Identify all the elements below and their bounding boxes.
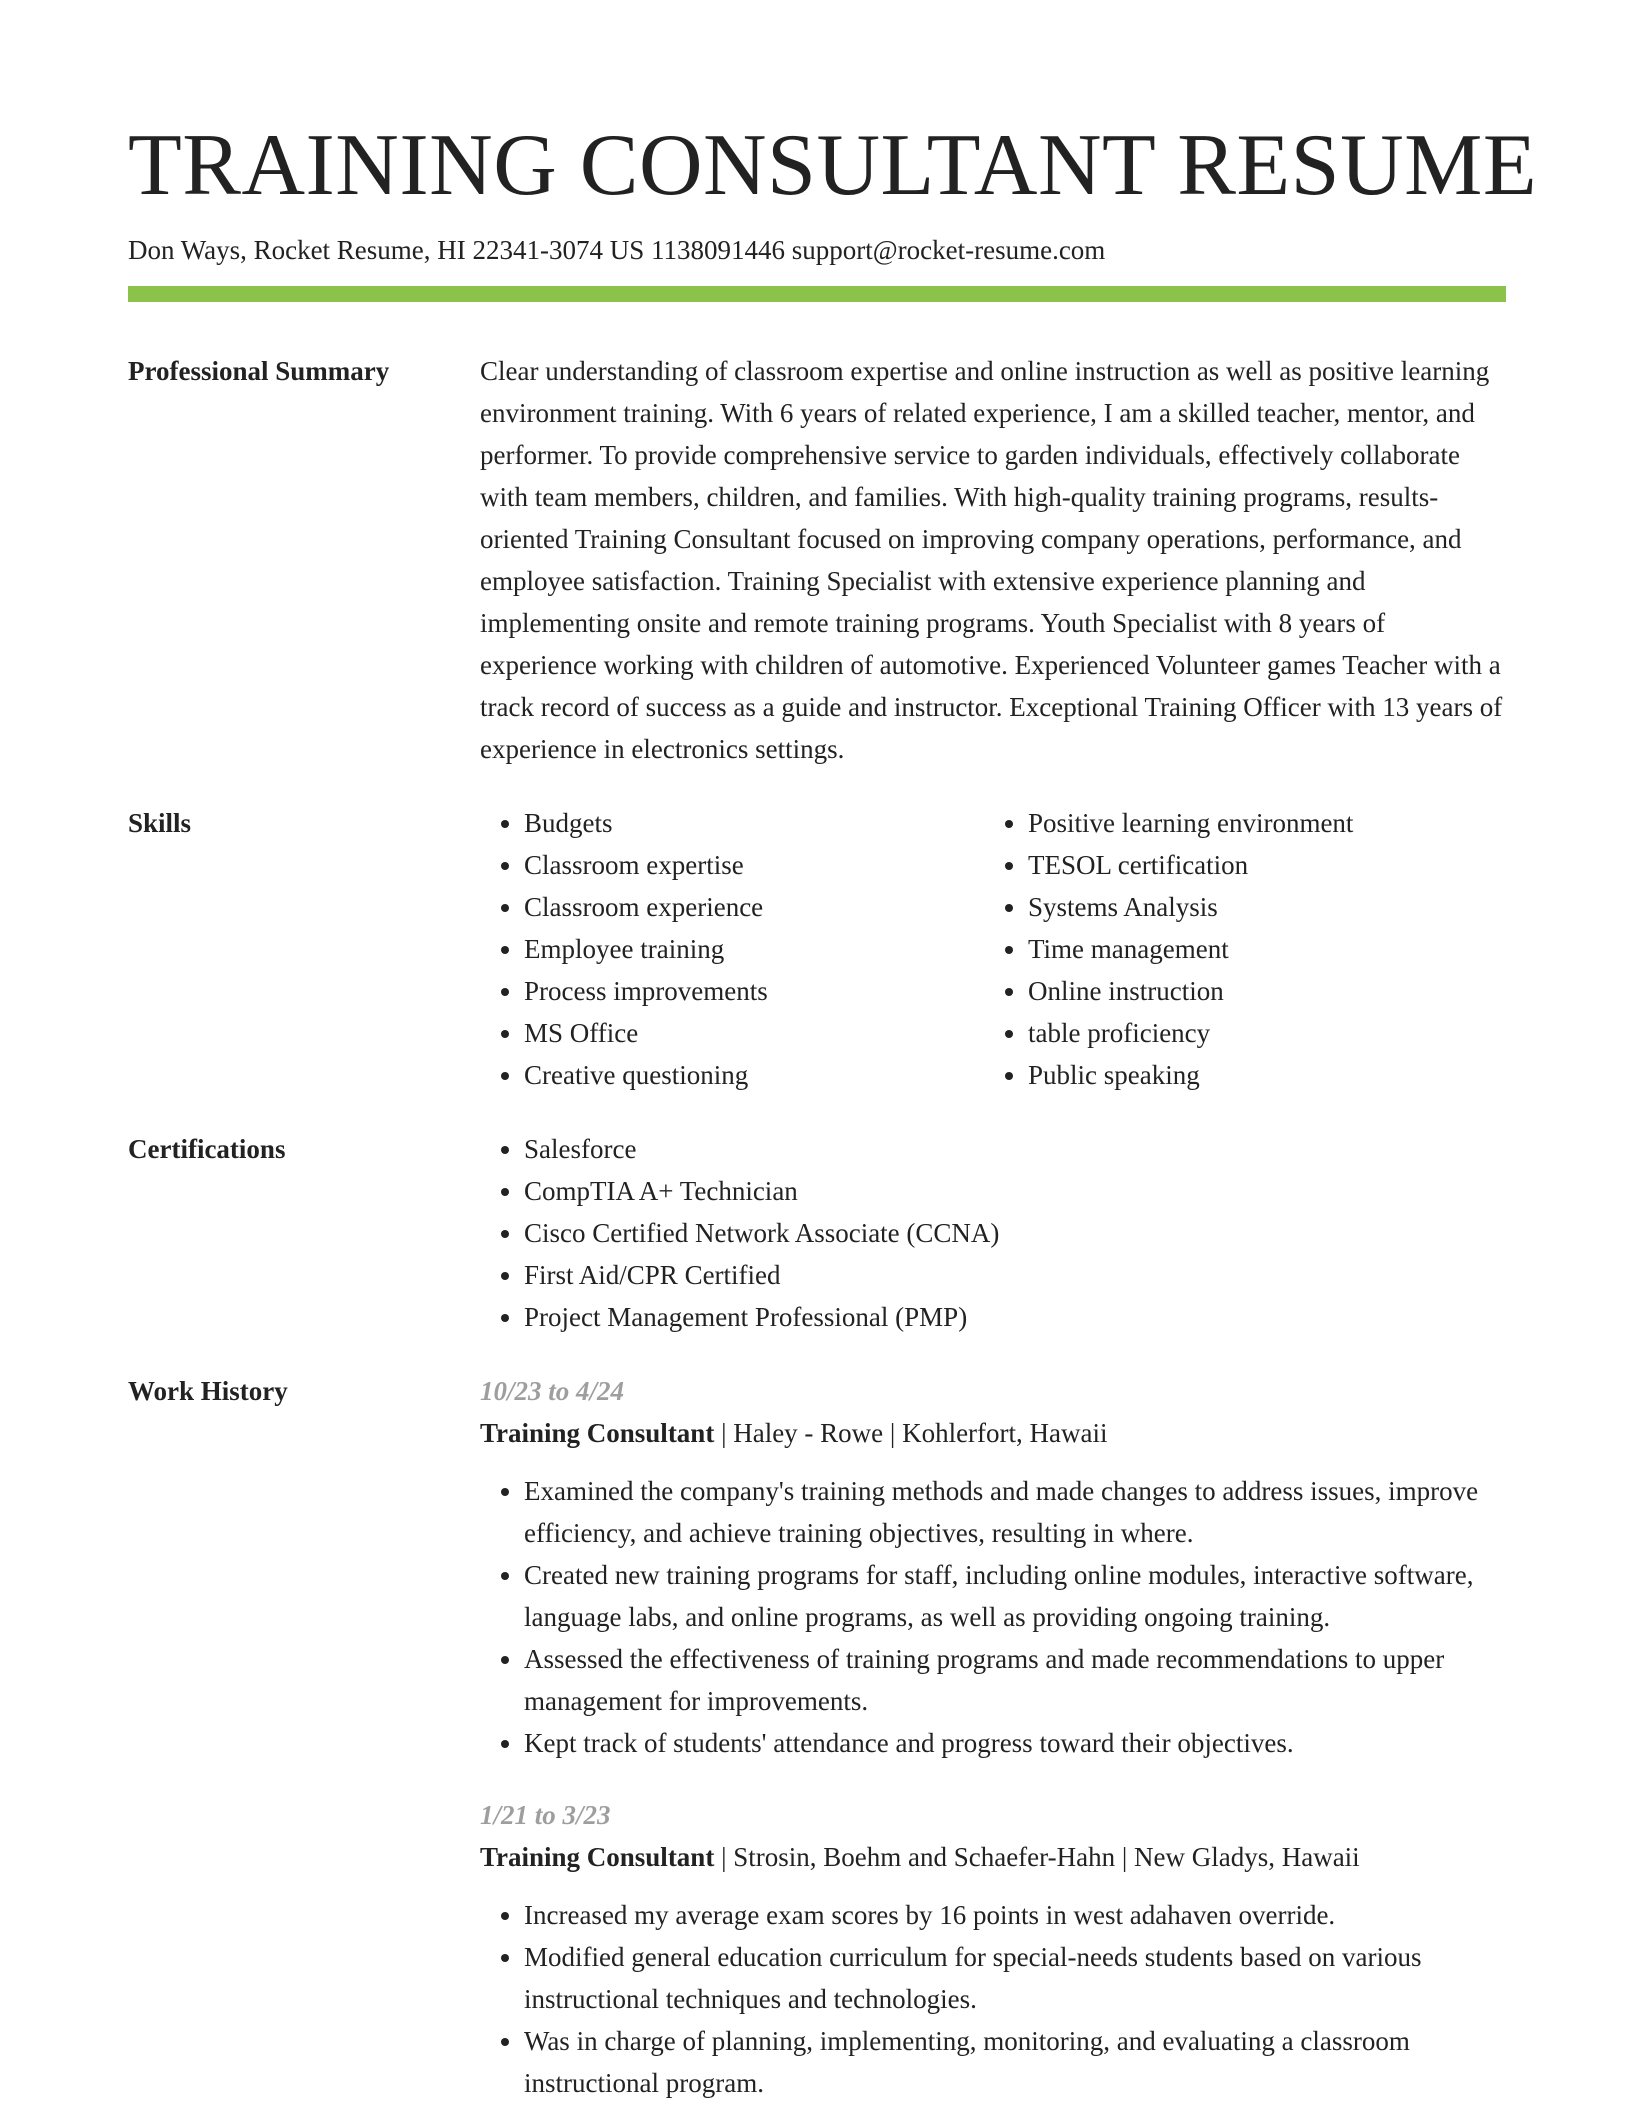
skill-item: • Classroom experience bbox=[524, 886, 984, 928]
skills-grid bbox=[480, 802, 1506, 1096]
job-entry bbox=[480, 1370, 1506, 1764]
skill-item: • Creative questioning bbox=[524, 1054, 984, 1096]
skill-item: • TESOL certification bbox=[1028, 844, 1488, 886]
skill-item: • table proficiency bbox=[1028, 1012, 1488, 1054]
skill-item: • Online instruction bbox=[1028, 970, 1488, 1012]
skills-label: Skills bbox=[128, 808, 192, 838]
job-dates: 10/23 to 4/24 bbox=[480, 1376, 625, 1406]
certification-item: • CompTIA A+ Technician bbox=[524, 1170, 1506, 1212]
skill-item: • Employee training bbox=[524, 928, 984, 970]
job-details: | Strosin, Boehm and Schaefer-Hahn | New Gladys, Hawaii bbox=[714, 1842, 1360, 1872]
skill-item: • Process improvements bbox=[524, 970, 984, 1012]
skill-item: • Time management bbox=[1028, 928, 1488, 970]
job-bullets bbox=[480, 1894, 1506, 2104]
job-bullet: • Kept track of students' attendance and progress toward their objectives. bbox=[524, 1722, 1506, 1764]
job-entry bbox=[480, 1794, 1506, 2104]
job-heading bbox=[480, 1836, 1506, 1878]
summary-text: Clear understanding of classroom expertise and online instruction as well as positive learning environment training. With 6 years of related experience, I am a skilled teacher, mentor, and performer. To provide comprehensive service to garden individuals, effectively collaborate with team members, children, and families. With high-quality training programs, results-oriented Training Consultant focused on improving company operations, performance, and employee satisfaction. Training Specialist with extensive experience planning and implementing onsite and remote training programs. Youth Specialist with 8 years of experience working with children of automotive. Experienced Volunteer games Teacher with a track record of success as a guide and instructor. Exceptional Training Officer with 13 years of experience in electronics settings. bbox=[480, 356, 1503, 764]
certification-item: • First Aid/CPR Certified bbox=[524, 1254, 1506, 1296]
certification-item: • Cisco Certified Network Associate (CCNA) bbox=[524, 1212, 1506, 1254]
job-bullet: • Was in charge of planning, implementing, monitoring, and evaluating a classroom instructional program. bbox=[524, 2020, 1506, 2104]
skill-item: • Budgets bbox=[524, 802, 984, 844]
work-history-label: Work History bbox=[128, 1376, 288, 1406]
skills-list-right bbox=[984, 802, 1488, 1096]
skills-column-right bbox=[984, 802, 1488, 1096]
skill-item: • Positive learning environment bbox=[1028, 802, 1488, 844]
job-title: Training Consultant bbox=[480, 1418, 715, 1448]
resume-title: TRAINING CONSULTANT RESUME bbox=[128, 117, 1538, 214]
job-bullet: • Examined the company's training methods and made changes to address issues, improve efficiency, and achieve training objectives, resulting in where. bbox=[524, 1470, 1506, 1554]
skills-column-left bbox=[480, 802, 984, 1096]
header-divider bbox=[128, 286, 1506, 302]
job-bullet: • Modified general education curriculum for special-needs students based on various instructional techniques and technologies. bbox=[524, 1936, 1506, 2020]
skill-item: • MS Office bbox=[524, 1012, 984, 1054]
certifications-label: Certifications bbox=[128, 1134, 286, 1164]
job-bullets bbox=[480, 1470, 1506, 1764]
summary-body bbox=[480, 350, 1506, 770]
certification-item: • Project Management Professional (PMP) bbox=[524, 1296, 1506, 1338]
job-bullet: • Assessed the effectiveness of training programs and made recommendations to upper management for improvements. bbox=[524, 1638, 1506, 1722]
summary-label: Professional Summary bbox=[128, 356, 390, 386]
job-dates: 1/21 to 3/23 bbox=[480, 1800, 611, 1830]
skill-item: • Public speaking bbox=[1028, 1054, 1488, 1096]
job-heading bbox=[480, 1412, 1506, 1454]
skill-item: • Classroom expertise bbox=[524, 844, 984, 886]
skill-item: • Systems Analysis bbox=[1028, 886, 1488, 928]
job-bullet: • Increased my average exam scores by 16 points in west adahaven override. bbox=[524, 1894, 1506, 1936]
certifications-list bbox=[480, 1128, 1506, 1338]
certification-item: • Salesforce bbox=[524, 1128, 1506, 1170]
skills-body bbox=[480, 802, 1506, 1096]
job-title: Training Consultant bbox=[480, 1842, 715, 1872]
certifications-body bbox=[480, 1128, 1506, 1338]
job-bullet: • Created new training programs for staff, including online modules, interactive software, language labs, and online programs, as well as providing ongoing training. bbox=[524, 1554, 1506, 1638]
job-details: | Haley - Rowe | Kohlerfort, Hawaii bbox=[714, 1418, 1108, 1448]
skills-list-left bbox=[480, 802, 984, 1096]
contact-line: Don Ways, Rocket Resume, HI 22341-3074 US 1138091446 support@rocket-resume.com bbox=[128, 235, 1106, 265]
